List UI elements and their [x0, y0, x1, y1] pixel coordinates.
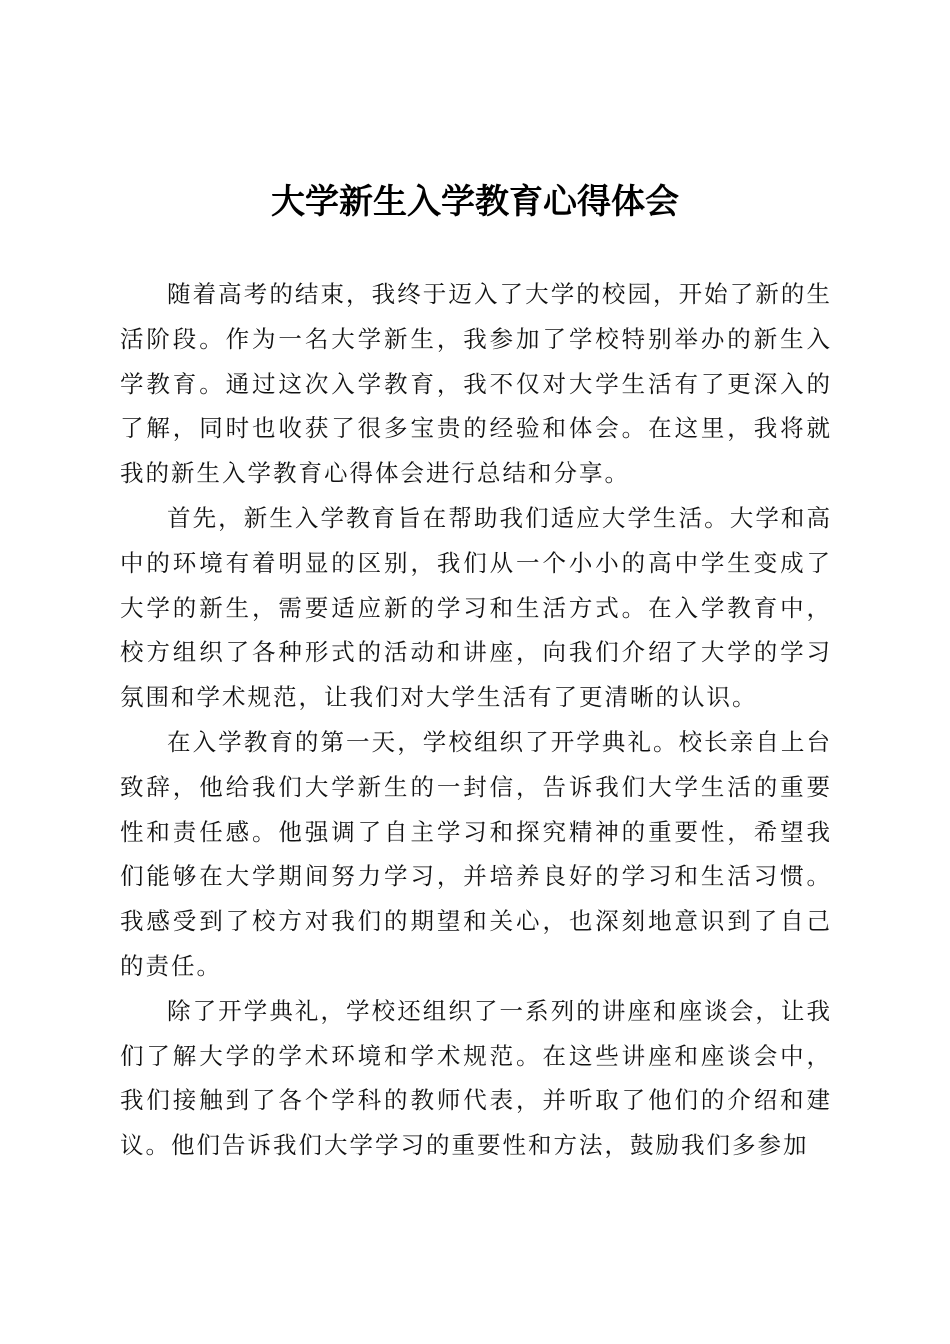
document-title: 大学新生入学教育心得体会	[271, 182, 679, 222]
paragraph-2: 首先，新生入学教育旨在帮助我们适应大学生活。大学和高中的环境有着明显的区别，我们从一个小小的高中学生变成了大学的新生，需要适应新的学习和生活方式。在入学教育中，校方组织了各种形式的活动和讲座，向我们介绍了大学的学习氛围和学术规范，让我们对大学生活有了更清晰的认识。	[120, 503, 832, 712]
paragraph-4: 除了开学典礼，学校还组织了一系列的讲座和座谈会，让我们了解大学的学术环境和学术规范。在这些讲座和座谈会中，我们接触到了各个学科的教师代表，并听取了他们的介绍和建议。他们告诉我们大学学习的重要性和方法，鼓励我们多参加	[120, 996, 832, 1160]
paragraph-3: 在入学教育的第一天，学校组织了开学典礼。校长亲自上台致辞，他给我们大学新生的一封信，告诉我们大学生活的重要性和责任感。他强调了自主学习和探究精神的重要性，希望我们能够在大学期间努力学习，并培养良好的学习和生活习惯。我感受到了校方对我们的期望和关心，也深刻地意识到了自己的责任。	[120, 727, 832, 980]
paragraph-1: 随着高考的结束，我终于迈入了大学的校园，开始了新的生活阶段。作为一名大学新生，我参加了学校特别举办的新生入学教育。通过这次入学教育，我不仅对大学生活有了更深入的了解，同时也收获了很多宝贵的经验和体会。在这里，我将就我的新生入学教育心得体会进行总结和分享。	[120, 280, 832, 488]
document-body	[120, 272, 832, 1168]
